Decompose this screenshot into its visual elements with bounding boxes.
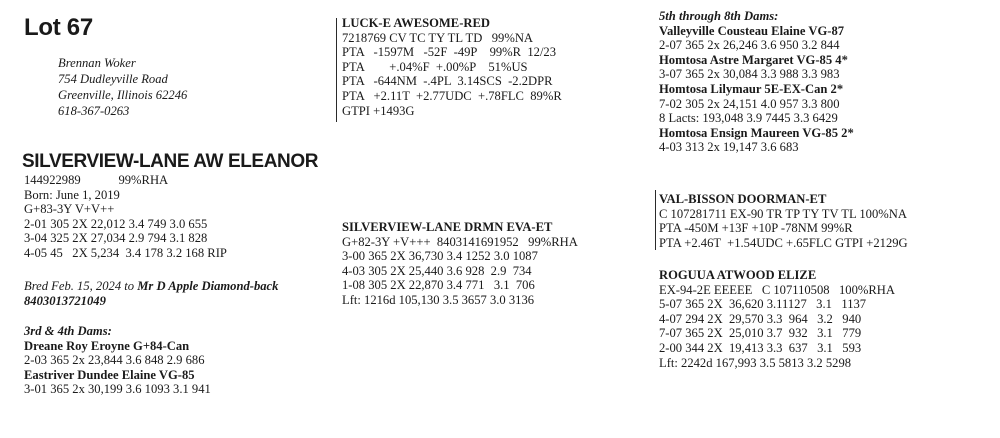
sire-line: PTA +.04%F +.00%P 51%US <box>342 59 528 74</box>
mgd-line: 2-00 344 2X 19,413 3.3 637 3.1 593 <box>659 340 862 355</box>
dam-line: Lft: 1216d 105,130 3.5 3657 3.0 3136 <box>342 292 535 307</box>
bred-prefix: Bred Feb. 15, 2024 to <box>24 279 138 293</box>
bred-sire: Mr D Apple Diamond-back 8403013721049 <box>24 279 279 308</box>
mgs-line: C 107281711 EX-90 TR TP TY TV TL 100%NA <box>659 206 907 221</box>
dam-record: 4-03 313 2x 19,147 3.6 683 <box>659 140 799 155</box>
dam-name: Eastriver Dundee Elaine VG-85 <box>24 367 195 382</box>
dams-3-4-block <box>24 324 211 397</box>
dam-name: Homtosa Lilymaur 5E-EX-Can 2* <box>659 81 844 96</box>
sire-block <box>342 16 562 118</box>
mgs-line: PTA +2.46T +1.54UDC +.65FLC GTPI +2129G <box>659 235 908 250</box>
dam-name: SILVERVIEW-LANE DRMN EVA-ET <box>342 220 553 234</box>
owner-street: 754 Dudleyville Road <box>58 72 168 86</box>
animal-name: SILVERVIEW-LANE AW ELEANOR <box>22 151 319 172</box>
maternal-grandsire-block <box>659 192 908 250</box>
animal-record: 2-01 305 2X 22,012 3.4 749 3.0 655 <box>24 216 208 231</box>
owner-phone: 618-367-0263 <box>58 104 130 118</box>
mgd-line: 5-07 365 2X 36,620 3.11127 3.1 1137 <box>659 297 867 312</box>
dam-record: 8 Lacts: 193,048 3.9 7445 3.3 6429 <box>659 111 838 126</box>
dam-line: G+82-3Y +V+++ 8403141691952 99%RHA <box>342 234 578 249</box>
dam-record: 2-07 365 2x 26,246 3.6 950 3.2 844 <box>659 38 840 53</box>
mgd-name: ROGUUA ATWOOD ELIZE <box>659 268 817 282</box>
bred-to <box>24 279 334 308</box>
dams-5-8-block <box>659 9 854 155</box>
dam-name: Homtosa Ensign Maureen VG-85 2* <box>659 125 854 140</box>
sire-line: PTA +2.11T +2.77UDC +.78FLC 89%R <box>342 88 562 103</box>
animal-reg-line <box>24 173 227 188</box>
animal-info <box>24 173 227 261</box>
mgd-line: 7-07 365 2X 25,010 3.7 932 3.1 779 <box>659 326 862 341</box>
dams-5-8-header: 5th through 8th Dams: <box>659 9 779 23</box>
sire-line: PTA -1597M -52F -49P 99%R 12/23 <box>342 45 557 60</box>
divider-rule <box>336 18 337 122</box>
dam-record: 7-02 305 2x 24,151 4.0 957 3.3 800 <box>659 96 840 111</box>
dam-record: 2-03 365 2x 23,844 3.6 848 2.9 686 <box>24 353 205 368</box>
animal-born: Born: June 1, 2019 <box>24 187 120 202</box>
dam-block <box>342 220 578 308</box>
maternal-granddam-block <box>659 268 895 370</box>
dam-line: 3-00 365 2X 36,730 3.4 1252 3.0 1087 <box>342 249 538 264</box>
mgd-line: EX-94-2E EEEEE C 107110508 100%RHA <box>659 282 895 297</box>
animal-record: 4-05 45 2X 5,234 3.4 178 3.2 168 RIP <box>24 245 227 260</box>
mgs-name: VAL-BISSON DOORMAN-ET <box>659 192 827 206</box>
dam-name: Valleyville Cousteau Elaine VG-87 <box>659 23 845 38</box>
animal-rha: 99%RHA <box>118 173 169 187</box>
sire-line: GTPI +1493G <box>342 103 415 118</box>
dam-line: 4-03 305 2X 25,440 3.6 928 2.9 734 <box>342 263 532 278</box>
dam-name: Homtosa Astre Margaret VG-85 4* <box>659 52 848 67</box>
mgd-line: 4-07 294 2X 29,570 3.3 964 3.2 940 <box>659 311 862 326</box>
animal-record: 3-04 325 2X 27,034 2.9 794 3.1 828 <box>24 231 208 246</box>
dam-line: 1-08 305 2X 22,870 3.4 771 3.1 706 <box>342 278 535 293</box>
sire-name: LUCK-E AWESOME-RED <box>342 16 490 30</box>
dam-record: 3-07 365 2x 30,084 3.3 988 3.3 983 <box>659 67 840 82</box>
owner-name: Brennan Woker <box>58 56 136 70</box>
sire-line: 7218769 CV TC TY TL TD 99%NA <box>342 30 534 45</box>
mgs-line: PTA -450M +13F +10P -78NM 99%R <box>659 221 853 236</box>
dams-3-4-header: 3rd & 4th Dams: <box>24 324 112 338</box>
mgd-line: Lft: 2242d 167,993 3.5 5813 3.2 5298 <box>659 355 852 370</box>
dam-name: Dreane Roy Eroyne G+84-Can <box>24 338 190 353</box>
owner-city: Greenville, Illinois 62246 <box>58 88 188 102</box>
sire-line: PTA -644NM -.4PL 3.14SCS -2.2DPR <box>342 74 553 89</box>
lot-title: Lot 67 <box>24 14 93 41</box>
owner-block <box>58 55 187 119</box>
divider-rule <box>655 190 656 250</box>
animal-reg: 144922989 <box>24 173 81 187</box>
dam-record: 3-01 365 2x 30,199 3.6 1093 3.1 941 <box>24 382 211 397</box>
animal-classification: G+83-3Y V+V++ <box>24 202 115 217</box>
